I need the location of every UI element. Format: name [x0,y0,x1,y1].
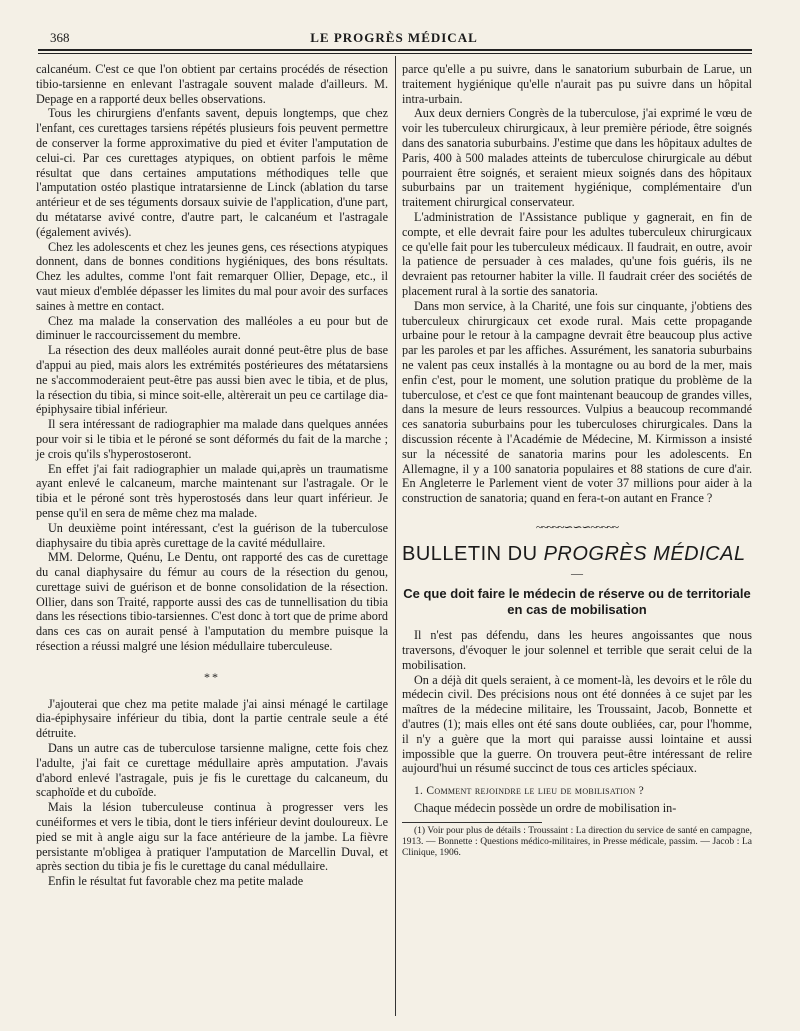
paragraph: Dans mon service, à la Charité, une fois sur cinquante, j'obtiens des tuberculeux chirurgicaux cet exode rural. Mais cette propagande urbaine pour le retour à la campagne devrait être beaucoup plus active par les paroles et par les affiches. Assurément, les sanatoria suburbains ne valent pas ceux installés à la montagne ou au bord de la mer, mais enfin c'est, pour le moment, une solution pratique du problème de la tuberculose, et c'est ce que font maintenant beaucoup de grandes villes, dans la mesure de leurs ressources. Vulpius a beaucoup recommandé ces sanatoria suburbains pour les tuberculoses chirurgicales. Dans la discussion récente à l'Académie de Médecine, M. Kirmisson a insisté sur la nécessité de sanatoria marins pour les adolescents. En Allemagne, il y a 100 sanatoria populaires et 88 stations de cure d'air. En Angleterre le Parlement vient de voter 37 millions pour aider à la construction de sanatoria; quand en fera-t-on autant en France ? [402,298,752,506]
journal-title: LE PROGRÈS MÉDICAL [310,30,478,45]
paragraph: On a déjà dit quels seraient, à ce moment-là, les devoirs et le rôle du médecin civil. Des précisions nous ont été données à ce sujet par les maîtres de la médecine militaire, les Troussaint, Jacob, Bonnette et d'autres (1); mais elles ont été sans doute oubliées, car, pour l'homme, il n'y a guère que la mort qui paraisse aussi lointaine et aussi impossible que la guerre. On trouvera peut-être intéressant de relire aujourd'hui un résumé succinct de tous ces articles spéciaux. [402,672,752,776]
header-rule-thick [38,49,752,51]
left-column [36,62,388,889]
bulletin-heading-plain: BULLETIN DU [402,542,544,565]
paragraph: J'ajouterai que chez ma petite malade j'ai ainsi ménagé le cartilage dia-épiphysaire inférieur du tibia, dont la partie centrale seule a été détruite. [36,696,388,741]
page-number: 368 [50,30,70,45]
section-separator-asterisks: ** [204,669,220,684]
section-heading [402,784,752,799]
article-subheading: Ce que doit faire le médecin de réserve ou de territoriale en cas de mobilisation [403,586,751,618]
paragraph: Mais la lésion tuberculeuse continua à progresser vers les cunéiformes et vers le tibia, dont le tiers inférieur devint douloureux. Le pied se mit à angle aigu sur la face antérieure de la jambe. La fièvre persistante m'obligea à pratiquer l'amputation de Marcellin Duval, et après section du tibia je fis le curettage du canal médullaire. [36,800,388,874]
paragraph: L'administration de l'Assistance publique y gagnerait, en fin de compte, et elle devrait faire pour les adultes tuberculeux chirurgicaux ce qu'elle fait pour les tuberculeux médicaux. Il faudrait, en outre, avoir la patience de persuader à ces malades, qu'une fois guéris, ils ne devraient pas retourner habiter la ville. Il faudrait créer des sociétés de placement rural à la sortie des sanatoria. [402,209,752,298]
paragraph: Un deuxième point intéressant, c'est la guérison de la tuberculose diaphysaire du tibia après curettage de la cavité médullaire. [36,520,388,550]
right-column [402,62,752,859]
paragraph: Il sera intéressant de radiographier ma malade dans quelques années pour voir si le tibia et le péroné se sont déformés du fait de la marche ; je crois qu'ils s'hyperostoseront. [36,417,388,461]
section-title: Comment rejoindre le lieu de mobilisation ? [426,785,644,798]
paragraph: Il n'est pas défendu, dans les heures angoissantes que nous traversons, d'évoquer le jour solennel et terrible que serait celui de la mobilisation. [402,628,752,672]
footnote-rule [402,822,542,823]
section-number: 1. [414,785,424,798]
paragraph: Enfin le résultat fut favorable chez ma petite malade [48,874,304,889]
paragraph: calcanéum. C'est ce que l'on obtient par certains procédés de résection tibio-tarsienne en enlevant l'astragale souvent malade d'ailleurs. M. Depage en a rapporté deux belles observations. [36,62,388,106]
bulletin-heading-italic: PROGRÈS MÉDICAL [543,542,746,565]
paragraph: parce qu'elle a pu suivre, dans le sanatorium suburbain de Larue, un traitement hygiénique qu'elle n'aurait pas pu suivre dans un hôpital intra-urbain. [402,62,752,106]
paragraph: La résection des deux malléoles aurait donné peut-être plus de base d'appui au pied, mais alors les extrémités postérieures des métatarsiens ne s'accommoderaient peut-être pas aussi bien avec le tibia, et de plus, la résection du tibia, si mince soit-elle, altèrerait un peu ce cartilage dia-épiphysaire tibial inférieur. [36,343,388,417]
footnote: (1) Voir pour plus de détails : Troussaint : La direction du service de santé en campagne, 1913. — Bonnette : Questions médico-militaires, in Presse médicale, passim. — Jacob : La Clinique, 1906. [402,825,752,858]
paragraph: Chez ma malade la conservation des malléoles a eu pour but de diminuer le raccourcissement du membre. [36,313,388,343]
paragraph: MM. Delorme, Quénu, Le Dentu, ont rapporté des cas de curettage du canal diaphysaire du fémur au cours de la résection du genou, curettage suivi de guérison et de bonne consolidation de la résection. Ollier, dans son Traité, rapporte aussi des cas de tunnellisation du tibia dans les résections tibio-tarsiennes. C'est donc à tort que de prime abord dans ces cas on aurait pensé à l'amputation du membre puisque la résection a réussi malgré une lésion médullaire tuberculeuse. [36,550,388,654]
paragraph: Chez les adolescents et chez les jeunes gens, ces résections atypiques donnent, dans de bonnes conditions hygiéniques, des bons résultats. Chez les adultes, comme l'ont fait remarquer Ollier, Depage, etc., il vaut mieux d'emblée dépasser les limites du mal pour avoir des surfaces saines à mettre en contact. [36,239,388,313]
paragraph: Tous les chirurgiens d'enfants savent, depuis longtemps, que chez l'enfant, ces curettages tarsiens répétés plusieurs fois peuvent permettre de conserver la forme approximative du pied et éviter l'amputation de celui-ci. Par ces curettages atypiques, on obtient parfois le même résultat que dans certaines amputations méthodiques telle que l'amputation ostéo plastique intratarsienne de Linck (ablation du tarse antérieur et de ses téguments dorsaux suivie de l'application, d'une part, du métatarse avivé contre, d'autre part, le calcanéum et l'astragale (également avivés). [36,106,388,239]
heading-dash: — [571,565,583,580]
decorative-ornament: ~~~~~∽∽∽~~~~~ [535,519,619,534]
page-header [36,28,752,48]
paragraph: Chaque médecin possède un ordre de mobilisation in- [414,801,677,816]
column-divider [395,56,396,1016]
paragraph: Aux deux derniers Congrès de la tuberculose, j'ai exprimé le vœu de voir les tuberculeux chirurgicaux, à leur première période, être soignés dans des sanatoria suburbains. J'estime que dans les hôpitaux adultes de Paris, 400 à 500 malades atteints de tuberculose chirurgicale au début pourraient être soignés, et seraient mieux soignés dans des hôpitaux suburbains par un traitement hygiénique, complémentaire d'un traitement chirurgical conservateur. [402,106,752,210]
paragraph: Dans un autre cas de tuberculose tarsienne maligne, cette fois chez l'adulte, j'ai fait ce curettage médullaire après amputation. J'avais d'abord enlevé l'astragale, puis je fis le curettage du calcaneum, du scaphoïde et du cuboïde. [36,741,388,800]
paragraph: En effet j'ai fait radiographier un malade qui,après un traumatisme ayant enlevé le calcaneum, marche maintenant sur l'astragale. Or le tibia et le péroné sont très hyperostosés dans leur quart inférieur. Je pense qu'il en sera de même chez ma malade. [36,461,388,520]
bulletin-heading [402,542,752,565]
header-rule-thin [38,53,752,54]
